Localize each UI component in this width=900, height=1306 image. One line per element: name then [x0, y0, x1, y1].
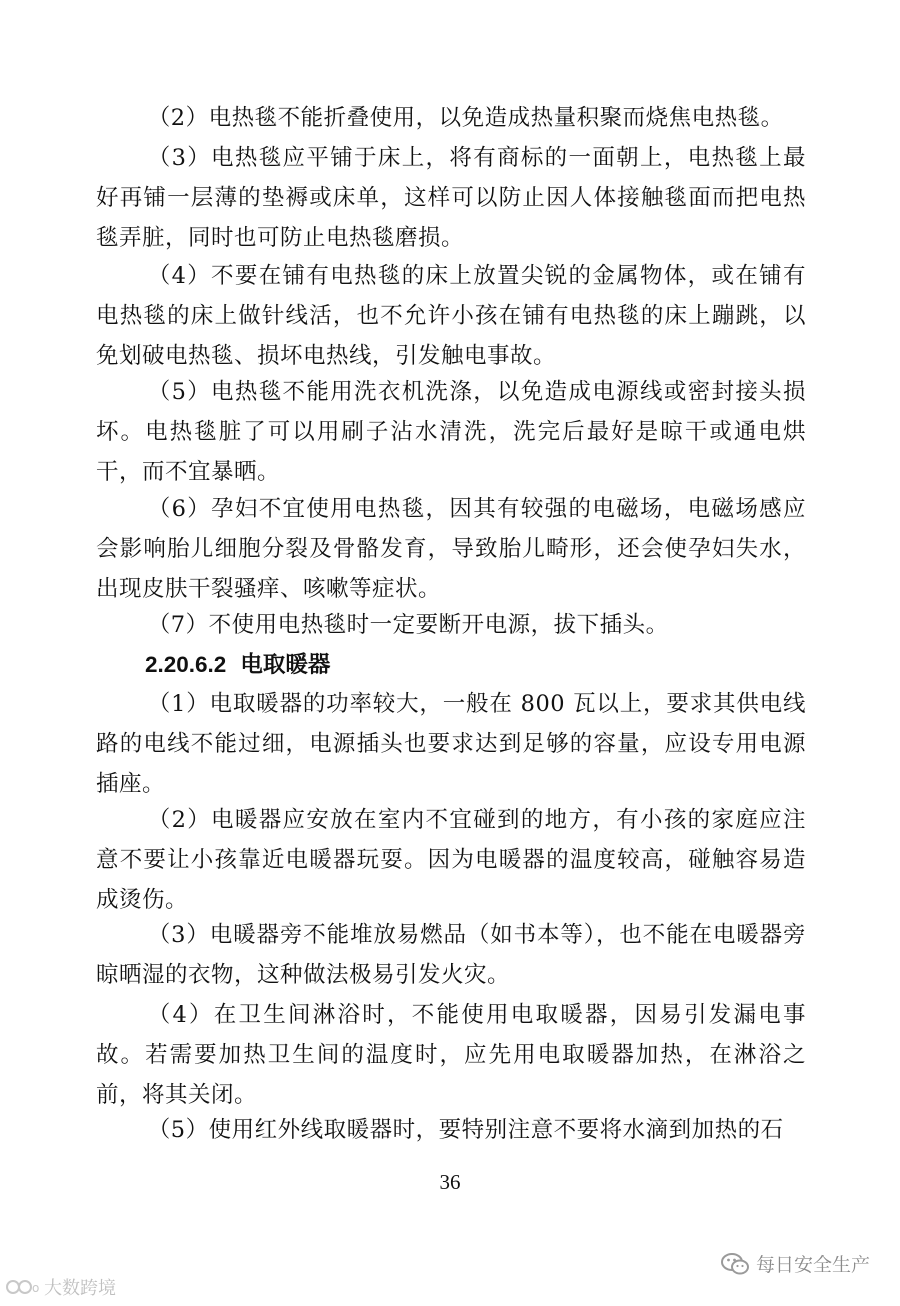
paragraph-heater-3: （3）电暖器旁不能堆放易燃品（如书本等），也不能在电暖器旁晾晒湿的衣物，这种做法极易引发火灾。	[96, 922, 806, 988]
watermark-right	[720, 1250, 870, 1277]
paragraph-blanket-6: （6）孕妇不宜使用电热毯，因其有较强的电磁场，电磁场感应会影响胎儿细胞分裂及骨骼发育，导致胎儿畸形，还会使孕妇失水，出现皮肤干裂骚痒、咳嗽等症状。	[96, 496, 806, 602]
watermark-left-text: 大数跨境	[44, 1278, 116, 1299]
paragraph-blanket-5: （5）电热毯不能用洗衣机洗涤，以免造成电源线或密封接头损坏。电热毯脏了可以用刷子沾水清洗，洗完后最好是晾干或通电烘干，而不宜暴晒。	[96, 379, 806, 485]
paragraph-blanket-7: （7）不使用电热毯时一定要断开电源，拔下插头。	[147, 612, 669, 638]
wechat-icon	[720, 1251, 750, 1277]
watermark-left	[6, 1274, 116, 1300]
section-heading	[145, 645, 330, 685]
paragraph-heater-2: （2）电暖器应安放在室内不宜碰到的地方，有小孩的家庭应注意不要让小孩靠近电暖器玩耍。因为电暖器的温度较高，碰触容易造成烫伤。	[96, 807, 806, 913]
paragraph-blanket-4: （4）不要在铺有电热毯的床上放置尖锐的金属物体，或在铺有电热毯的床上做针线活，也不允许小孩在铺有电热毯的床上蹦跳，以免划破电热毯、损坏电热线，引发触电事故。	[96, 263, 806, 369]
paragraph-heater-5: （5）使用红外线取暖器时，要特别注意不要将水滴到加热的石	[147, 1117, 784, 1143]
watermark-right-text: 每日安全生产	[755, 1254, 870, 1276]
paragraph-blanket-2: （2）电热毯不能折叠使用，以免造成热量积聚而烧焦电热毯。	[147, 105, 784, 131]
section-number: 2.20.6.2	[145, 652, 227, 677]
brand-logo-icon	[6, 1278, 40, 1296]
paragraph-heater-1: （1）电取暖器的功率较大，一般在 800 瓦以上，要求其供电线路的电线不能过细，电源插头也要求达到足够的容量，应设专用电源插座。	[96, 691, 806, 797]
paragraph-blanket-3: （3）电热毯应平铺于床上，将有商标的一面朝上，电热毯上最好再铺一层薄的垫褥或床单，这样可以防止因人体接触毯面而把电热毯弄脏，同时也可防止电热毯磨损。	[96, 145, 806, 251]
page-number: 36	[439, 1170, 461, 1194]
svg-text:o: o	[32, 1281, 40, 1295]
section-title: 电取暖器	[240, 652, 331, 678]
paragraph-heater-4: （4）在卫生间淋浴时，不能使用电取暖器，因易引发漏电事故。若需要加热卫生间的温度时，应先用电取暖器加热，在淋浴之前，将其关闭。	[96, 1002, 806, 1108]
